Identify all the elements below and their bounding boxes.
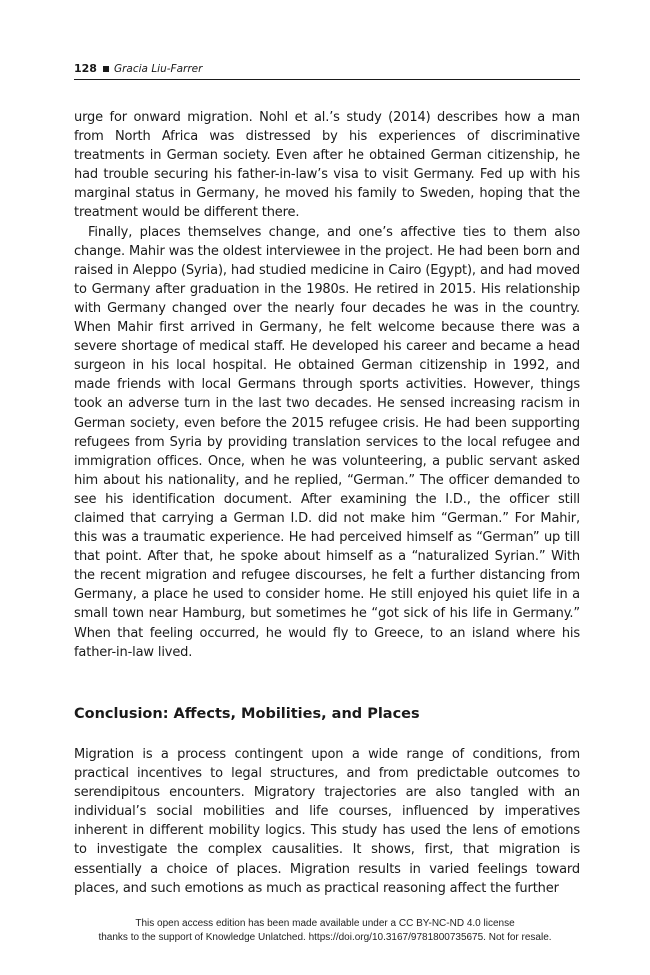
- section-body: [74, 745, 580, 898]
- running-header: [74, 62, 580, 75]
- license-footer: [40, 917, 610, 945]
- paragraph-1: urge for onward migration. Nohl et al.’s study (2014) describes how a man from North Africa was distressed by his experiences of discriminative treatments in German society. Even after he obtained German citizenship, he had trouble securing his father-in-law’s visa to visit Germany. Fed up with his marginal status in Germany, he moved his family to Sweden, hoping that the treatment would be different there.: [74, 110, 580, 221]
- running-header-author: Gracia Liu-Farrer: [113, 63, 203, 75]
- footer-line-2: thanks to the support of Knowledge Unlatched. https://doi.org/10.3167/9781800735675. Not for resale.: [98, 932, 552, 943]
- section-paragraph: Migration is a process contingent upon a wide range of conditions, from practical incentives to legal structures, and from predictable outcomes to serendipitous encounters. Migratory trajectories are also tangled with an individual’s social mobilities and life courses, influenced by imperatives inherent in different mobility logics. This study has used the lens of emotions to investigate the complex causalities. It shows, first, that migration is essentially a choice of places. Migration results in varied feelings toward places, and such emotions as much as practical reasoning affect the further: [74, 747, 580, 896]
- separator-square-icon: [103, 66, 109, 72]
- paragraph-2: Finally, places themselves change, and one’s affective ties to them also change. Mahir was the oldest interviewee in the project. He had been born and raised in Aleppo (Syria), had studied medicine in Cairo (Egypt), and had moved to Germany after graduation in the 1980s. He retired in 2015. His relationship with Germany changed over the nearly four decades he was in the country. When Mahir first arrived in Germany, he felt welcome because there was a severe shortage of medical staff. He developed his career and became a head surgeon in his local hospital. He obtained German citizenship in 1992, and made friends with local Germans through sports activities. However, things took an adverse turn in the last two decades. He sensed increasing racism in German society, even before the 2015 refugee crisis. He had been supporting refugees from Syria by providing translation services to the local refugee and immigration offices. Once, when he was volunteering, a public servant asked him about his nationality, and he replied, “German.” The officer demanded to see his identification document. After examining the I.D., the officer still claimed that carrying a German I.D. did not make him “German.” For Mahir, this was a traumatic experience. He had perceived himself as “German” up till that point. After that, he spoke about himself as a “naturalized Syrian.” With the recent migration and refugee discourses, he felt a further distancing from Germany, a place he used to consider home. He still enjoyed his quiet life in a small town near Hamburg, but sometimes he “got sick of his life in Germany.” When that feeling occurred, he would fly to Greece, to an island where his father-in-law lived.: [74, 224, 580, 660]
- header-rule: [74, 79, 580, 80]
- page-number: 128: [74, 62, 97, 75]
- footer-line-1: This open access edition has been made available under a CC BY-NC-ND 4.0 license: [135, 918, 515, 929]
- body-text: [74, 108, 580, 662]
- section-heading: Conclusion: Affects, Mobilities, and Places: [74, 706, 420, 722]
